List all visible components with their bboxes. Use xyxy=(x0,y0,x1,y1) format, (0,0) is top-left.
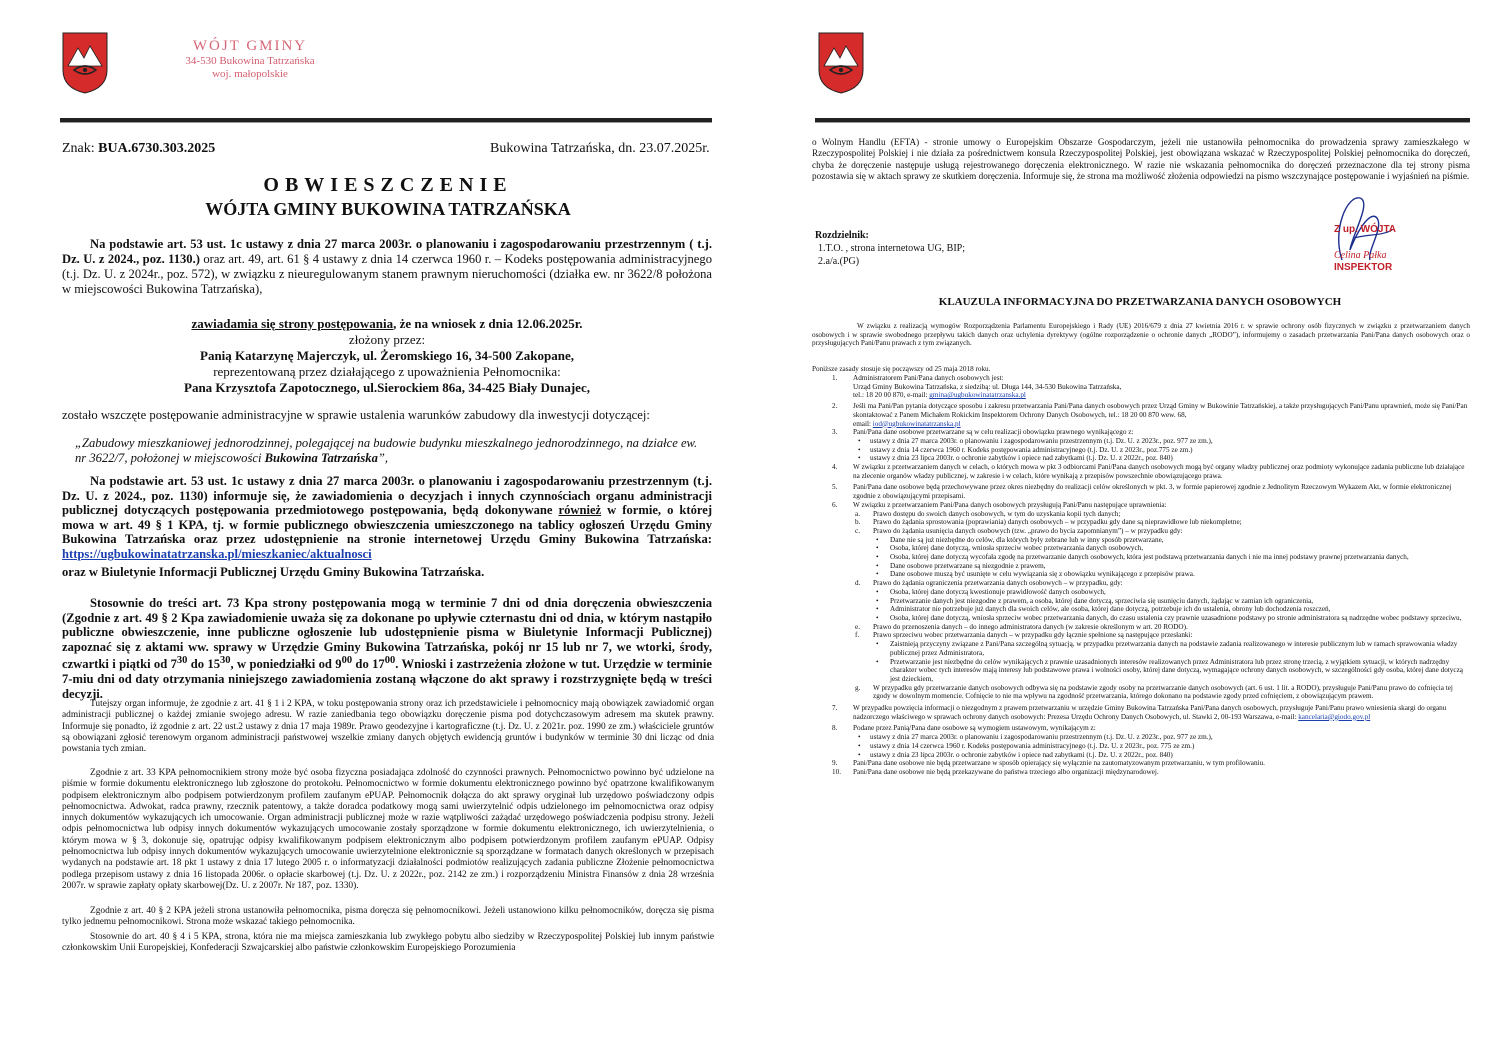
right-b-text: Prawo do żądania sprostowania (poprawiania) danych osobowych – w przypadku gdy dane są nieprawidłowe lub niekompletne; xyxy=(873,518,1242,527)
clause-item-1: 1. Administratorem Pani/Pana danych osobowych jest: xyxy=(832,374,1004,382)
uodo-email-link[interactable]: kancelaria@giodo.gov.pl xyxy=(1298,712,1371,721)
legal-basis-rest: oraz art. 49, art. 61 § 4 ustawy z dnia 14 czerwca 1960 r. – Kodeks postępowania administracyjnego (t.j. Dz. U. z 2024r., poz. 572), w związku z nieuregulowanym stanem prawnym nieruchomości (działka ew. nr 3622/8 położona w miejscowości Bukowina Tatrzańska), xyxy=(62,252,712,296)
iod-email-link[interactable]: iod@ugbukowinatatrzanska.pl xyxy=(872,419,961,428)
coat-of-arms-icon xyxy=(62,32,108,94)
clause-item-7: 7. W przypadku powzięcia informacji o niezgodnym z prawem przetwarzaniu w urzędzie Gminy Bukowina Tatrzańska Pani/Pana danych osobowych, przysługuje Pani/Panu prawo wniesienia skargi do organu nadzorczego właściwego w sprawach ochrony danych osobowych: Prezesa Urzędu Ochrony Danych Osobowych, ul. Stawki 2, 00-193 Warszawa, e-mail: kancelaria@giodo.gov.pl xyxy=(832,704,1447,721)
notification-form-paragraph xyxy=(62,474,712,562)
clause-item-8: 8. Podane przez Panią/Pana dane osobowe są wymogiem ustawowym, wynikającym z: xyxy=(832,724,1096,733)
right-c-case-3: • Osoba, której dane dotyczą wycofała zgodę na przetwarzanie danych osobowych, która jest podstawą przetwarzania danych i nie ma innej podstawy prawnej przetwarzania danych, xyxy=(810,553,1470,562)
clause-item-4-text: W związku z przetwarzaniem danych w celach, o których mowa w pkt 3 odbiorcami Pani/Pana danych osobowych mogą być organy władzy publicznej oraz podmioty wykonujące zadania publiczne lub działające na zlecenie organów władzy publicznej, w zakresie i w celach, które wynikają z przepisów powszechnie obowiązującego prawa. xyxy=(853,463,1465,480)
legal-basis-paragraph xyxy=(62,237,712,297)
proxy-delivery-notice xyxy=(62,906,714,929)
stamp-line-3: woj. małopolskie xyxy=(212,67,288,80)
clause-item-3-law-1: • ustawy z dnia 27 marca 2003r. o planowaniu i zagospodarowaniu przestrzennym (t.j. Dz. U. z 2023r., poz. 977 ze zm.), xyxy=(810,437,1470,446)
clause-item-1-address: Urząd Gminy Bukowina Tatrzańska, z siedzibą: ul. Długa 144, 34-530 Bukowina Tatrzańska, xyxy=(853,382,1122,391)
time-sup-4: 00 xyxy=(384,655,396,667)
right-c: c. Prawo do żądania usunięcia danych osobowych (tzw. „prawo do bycia zapomnianym”) – w przypadku gdy: xyxy=(855,526,1183,535)
clause-intro: W związku z realizacją wymogów Rozporządzenia Parlamentu Europejskiego i Rady (UE) 2016/679 z dnia 27 kwietnia 2016 r. w sprawie ochrony osób fizycznych w związku z przetwarzaniem danych osobowych i w sprawie swobodnego przepływu takich danych oraz uchylenia dyrektywy (ogólne rozporządzenie o ochronie danych „RODO”), informujemy o zasadach przetwarzania Pani/Pana danych osobowych oraz o przysługujących Pani/Panu prawach z tym związanych. xyxy=(812,322,1470,348)
clause-item-10-text: Pani/Pana dane osobowe nie będą przekazywane do państwa trzeciego albo organizacji międzynarodowej. xyxy=(853,767,1159,776)
clause-item-2: 2. Jeśli ma Pani/Pan pytania dotyczące sposobu i zakresu przetwarzania Pani/Pana danych osobowych przez Urząd Gminy w Bukowinie Tatrzańskiej, a także przysługujących Pani/Panu uprawnień, może się Pani/Pan skontaktować z Panem Michałem Rokickim Inspektorem Ochrony Danych Osobowych, tel.: 18 20 00 870 wew. 68, xyxy=(832,402,1468,419)
proxy-rules-text: Zgodnie z art. 33 KPA pełnomocnikiem strony może być osoba fizyczna posiadająca zdolność do czynności prawnych. Pełnomocnictwo powinno być udzielone na piśmie w formie dokumentu elektronicznego lub zgłoszone do protokołu. Pełnomocnictwo w formie dokumentu elektronicznego powinno być opatrzone kwalifikowanym podpisem elektronicznym albo podpisem potwierdzonym profilem zaufanym ePUAP. Pełnomocnik dołącza do akt sprawy oryginał lub urzędowo poświadczony odpis pełnomocnictwa. Adwokat, radca prawny, rzecznik patentowy, a także doradca podatkowy mogą sami uwierzytelnić odpis udzielonego im pełnomocnictwa oraz odpisy innych dokumentów wykazujących ich umocowanie. Organ administracji publicznej może w razie wątpliwości zażądać urzędowego poświadczenia podpisu strony. Jeżeli odpis pełnomocnictwa lub odpisy innych dokumentów wykazujących umocowanie zostały sporządzone w formie dokumentu elektronicznego, ich uwierzytelnienia, o którym mowa w § 3, dokonuje się, opatrując odpisy kwalifikowanym podpisem elektronicznym albo podpisem potwierdzonym profilem zaufanym ePUAP. Odpisy pełnomocnictwa lub odpisy innych dokumentów wykazujących umocowanie uwierzytelnione elektronicznie są sporządzane w formatach danych określonych w przepisach wydanych na podstawie art. 18 pkt 1 ustawy z dnia 17 lutego 2005 r. o informatyzacji działalności podmiotów realizujących zadania publiczne Złożenie pełnomocnictwa podlega przepisom ustawy z dnia 16 listopada 2006r. o opłacie skarbowej (t.j. Dz. U. z 2022r., poz. 2142 ze zm.) i rozporządzeniu Ministra Finansów z dnia 28 września 2007r. w sprawie zapłaty opłaty skarbowej(Dz. U. z 2007r. Nr 187, poz. 1330). xyxy=(62,768,714,891)
clause-effective-date: Poniższe zasady stosuje się począwszy od 25 maja 2018 roku. xyxy=(812,365,991,373)
right-d: d. Prawo do żądania ograniczenia przetwarzania danych osobowych – w przypadku, gdy: xyxy=(855,579,1123,588)
clause-item-5-text: Pani/Pana dane osobowe będą przechowywane przez okres niezbędny do realizacji celów określonych w pkt. 3, w formie papierowej zgodnie z Jednolitym Rzeczowym Wykazem Akt, w formie elektronicznej zgodnie z obowiązującymi przepisami. xyxy=(853,483,1452,501)
clause-item-8-law-1: • ustawy z dnia 27 marca 2003r. o planowaniu i zagospodarowaniu przestrzennym (t.j. Dz. U. z 2023r., poz. 977 ze zm.), xyxy=(810,733,1470,742)
notification-underlined: zawiadamia się strony postępowania xyxy=(191,316,394,331)
distribution-item-2: 2.a/a.(PG) xyxy=(818,256,860,267)
right-b: b. Prawo do żądania sprostowania (poprawiania) danych osobowych – w przypadku gdy dane są nieprawidłowe lub niekompletne; xyxy=(855,518,1242,527)
filed-by: złożony przez: xyxy=(348,332,426,347)
iod-email-label: email: xyxy=(853,419,873,428)
proxy: Pana Krzysztofa Zapotocznego, ul.Sierockiem 86a, 34-425 Biały Dunajec, xyxy=(184,380,590,395)
clause-item-8-text: Podane przez Panią/Pana dane osobowe są wymogiem ustawowym, wynikającym z: xyxy=(853,724,1096,733)
time-sup-3: 00 xyxy=(341,655,353,667)
right-d-case-1: • Osoba, której dane dotyczą kwestionuje prawidłowość danych osobowych, xyxy=(810,588,1470,597)
right-f: f. Prawo sprzeciwu wobec przetwarzania danych – w przypadku gdy łącznie spełnione są następujące przesłanki: xyxy=(855,631,1193,640)
address-change-notice xyxy=(62,699,714,755)
notification-rest: , że na wniosek z dnia 12.06.2025r. xyxy=(393,316,583,331)
access-text-a: Stosownie do treści art. 73 Kpa strony postępowania mogą w terminie 7 dni od dnia doręczenia obwieszczenia (Zgodnie z art. 49 § 2 Kpa zawiadomienie uważa się za dokonane po upływie czternastu dni od dnia, w którym nastąpiło publiczne obwieszczenie, inne publiczne ogłoszenie lub udostępnienie pisma w Biuletynie Informacji Publicznej) zapoznać się z aktami ww. sprawy w Urzędzie Gminy Bukowina Tatrzańska, pokój nr 15 lub nr 7, we wtorki, środy, czwartki i piątki od 7 xyxy=(62,596,712,672)
case-number-value: BUA.6730.303.2025 xyxy=(98,141,216,156)
right-g-text: W przypadku gdy przetwarzanie danych osobowych odbywa się na podstawie zgody osoby na przetwarzanie danych osobowych (art. 6 ust. 1 lit. a RODO), przysługuje Pani/Panu prawo do cofnięcia tej zgody w dowolnym momencie. Cofnięcie to nie ma wpływu na zgodność przetwarzania, którego dokonano na podstawie zgody przed cofnięciem, z obowiązującym prawem. xyxy=(873,683,1453,701)
clause-item-9: 9. Pani/Pana dane osobowe nie będą przetwarzane w sposób opierający się wyłącznie na zautomatyzowanym przetwarzaniu, w tym profilowaniu. xyxy=(832,759,1265,768)
time-sup-2: 30 xyxy=(220,655,231,667)
signature-line-1: Z up. WÓJTA xyxy=(1334,224,1397,235)
right-f-case-2: • Przetwarzanie jest niezbędne do celów wynikających z prawnie uzasadnionych interesów realizowanych przez Administratora lub przez stronę trzecią, z wyjątkiem sytuacji, w których nadrzędny charakter wobec tych interesów mają interesy lub podstawowe prawa i wolności osoby, której dane dotyczą, wymagające ochrony danych osobowych, w szczególności gdy osoba, której dane dotyczą jest dzieckiem, xyxy=(810,658,1470,684)
signature-line-3: INSPEKTOR xyxy=(1334,262,1393,273)
clause-list xyxy=(810,374,1470,777)
case-number-label: Znak: xyxy=(62,141,95,156)
clause-item-9-text: Pani/Pana dane osobowe nie będą przetwarzane w sposób opierający się wyłącznie na zautomatyzowanym przetwarzaniu, w tym profilowaniu. xyxy=(853,759,1265,768)
municipality-email-link[interactable]: gmina@ugbukowinatatrzanska.pl xyxy=(929,391,1026,400)
notification-form-text: Na podstawie art. 53 ust. 1c ustawy z dnia 27 marca 2003r. o planowaniu i zagospodarowaniu przestrzennym (t.j. Dz. U. z 2024., poz. 1130) informuje się, że zawiadomienia o decyzjach i innych czynnościach organu administracji publicznej dotyczących postępowania przedmiotowego postępowania, będą dokonywane xyxy=(62,474,712,518)
document-subtitle: WÓJTA GMINY BUKOWINA TATRZAŃSKA xyxy=(205,199,571,219)
right-c-case-4: • Dane osobowe przetwarzane są niezgodnie z prawem, xyxy=(810,562,1470,571)
access-text-e: . Wnioski i zastrzeżenia złożone w tut. Urzędzie w terminie 7-miu dni od daty otrzymania niniejszego zawiadomienia zostaną włączone do akt sprawy i rozstrzygnięte będą w treści decyzji. xyxy=(62,657,712,701)
clause-item-3-law-3: • ustawy z dnia 23 lipca 2003r. o ochronie zabytków i opiece nad zabytkami (t.j. Dz. U. z 2022r., poz. 840) xyxy=(810,454,1470,463)
clause-item-3-text: Pani/Pana dane osobowe przetwarzane są w celu realizacji obowiązku prawnego wynikającego z: xyxy=(853,428,1134,437)
proxy-delivery-text: Zgodnie z art. 40 § 2 KPA jeżeli strona ustanowiła pełnomocnika, pisma doręcza się pełnomocnikowi. Jeżeli ustanowiono kilku pełnomocników, doręcza się pisma tylko jednemu pełnomocnikowi. Strona może wskazać takiego pełnomocnika. xyxy=(62,906,714,928)
distribution-label: Rozdzielnik: xyxy=(815,230,869,241)
municipality-news-link[interactable]: https://ugbukowinatatrzanska.pl/mieszkaniec/aktualnosci xyxy=(62,546,372,561)
clause-item-2-text: Jeśli ma Pani/Pan pytania dotyczące sposobu i zakresu przetwarzania Pani/Pana danych osobowych przez Urząd Gminy w Bukowinie Tatrzańskiej, a także przysługujących Pani/Panu uprawnień, może się Pani/Pan skontaktować z Panem Michałem Rokickim Inspektorem Ochrony Danych Osobowych, tel.: 18 20 00 870 wew. 68, xyxy=(853,402,1468,419)
clause-item-3-law-2: • ustawy z dnia 14 czerwca 1960 r. Kodeks postępowania administracyjnego (t.j. Dz. U. z 2023r., poz.775 ze zm.) xyxy=(810,446,1470,455)
clause-item-1-text: Administratorem Pani/Pana danych osobowych jest: xyxy=(853,374,1004,382)
distribution-item-1: 1.T.O. , strona internetowa UG, BIP; xyxy=(818,243,966,254)
address-change-text: Tutejszy organ informuje, że zgodnie z art. 41 § 1 i 2 KPA, w toku postępowania strony oraz ich przedstawiciele i pełnomocnicy mają obowiązek zawiadomić organ administracji publicznej o każdej zmianie swojego adresu. W razie zaniedbania tego obowiązku doręczenie pisma pod dotychczasowym adresem ma skutek prawny. Informuje się ponadto, iż zgodnie z art. 22 ust.2 ustawy z dnia 17 maja 1989r. Prawo geodezyjne i kartograficzne (t.j. Dz. U. z 2021r. poz. 1990 ze zm.) właściciele gruntów są obowiązani zgłosić terenowym organom administracji państwowej wszelkie zmiany danych objętych ewidencją gruntów i budynków w terminie 30 dni licząc od dnia powstania tych zmian. xyxy=(62,699,714,755)
proceedings-initiated: zostało wszczęte postępowanie administracyjne w sprawie ustalenia warunków zabudowy dla inwestycji dotyczącej: xyxy=(62,408,650,422)
right-a-text: Prawo dostępu do swoich danych osobowych, w tym do uzyskania kopii tych danych; xyxy=(873,509,1121,518)
header-rule xyxy=(60,118,712,123)
office-stamp xyxy=(180,38,320,81)
header-rule-right xyxy=(815,118,1470,123)
notification-line xyxy=(62,316,712,332)
stamp-line-2: 34-530 Bukowina Tatrzańska xyxy=(185,55,315,68)
right-d-case-4: • Osoba, której dane dotyczą, wniosła sprzeciw wobec przetwarzania danych, do czasu ustalenia czy prawnie uzasadnione podstawy po stronie administratora są nadrzędne wobec podstawy sprzeciwu, xyxy=(810,614,1470,623)
applicant: Panią Katarzynę Majerczyk, ul. Żeromskiego 16, 34-500 Zakopane, xyxy=(200,348,574,363)
stamp-line-1: WÓJT GMINY xyxy=(192,38,308,54)
clause-item-6: 6. W związku z przetwarzaniem Pani/Pana danych osobowych przysługują Pani/Panu następujące uprawnienia: xyxy=(832,500,1167,509)
represented-by: reprezentowaną przez działającego z upoważnienia Pełnomocnika: xyxy=(213,364,561,379)
proxy-rules-notice xyxy=(62,768,714,892)
clause-item-2-email xyxy=(810,420,1470,429)
place-date: Bukowina Tatrzańska, dn. 23.07.2025r. xyxy=(490,141,710,156)
document-title: OBWIESZCZENIE xyxy=(263,174,513,196)
right-d-case-2: • Przetwarzanie danych jest niezgodne z prawem, a osoba, której dane dotyczą, sprzeciwia się usunięciu danych, żądając w zamian ich ograniczenia, xyxy=(810,597,1470,606)
clause-item-10: 10. Pani/Pana dane osobowe nie będą przekazywane do państwa trzeciego albo organizacji międzynarodowej. xyxy=(832,767,1159,776)
coat-of-arms-icon xyxy=(818,32,864,94)
case-number xyxy=(62,141,215,157)
foreign-party-notice xyxy=(62,932,714,955)
right-c-case-2: • Osoba, której dane dotyczą, wniosła sprzeciw wobec przetwarzania danych osobowych, xyxy=(810,544,1470,553)
clause-title: KLAUZULA INFORMACYJNA DO PRZETWARZANIA DANYCH OSOBOWYCH xyxy=(938,296,1342,308)
bip-line: oraz w Biuletynie Informacji Publicznej Urzędu Gminy Bukowina Tatrzańska. xyxy=(62,565,485,579)
right-c-case-1: • Dane nie są już niezbędne do celów, dla których były zebrane lub w inny sposób przetwarzane, xyxy=(810,536,1470,545)
foreign-party-text: Stosownie do art. 40 § 4 i 5 KPA, strona, która nie ma miejsca zamieszkania lub zwykłego pobytu albo siedziby w Rzeczypospolitej Polskiej lub innym państwie członkowskim Unii Europejskiej, Konfederacji Szwajcarskiej albo państwie członkowskim Europejskiego Porozumienia xyxy=(62,932,714,954)
right-f-case-1: • Zaistnieją przyczyny związane z Pani/Pana szczególną sytuacją, w przypadku przetwarzania danych na podstawie zadania realizowanego w interesie publicznym lub w ramach sprawowania władzy publicznej przez Administratora, xyxy=(810,640,1470,657)
right-d-text: Prawo do żądania ograniczenia przetwarzania danych osobowych – w przypadku, gdy: xyxy=(873,579,1123,588)
right-d-case-3: • Administrator nie potrzebuje już danych dla swoich celów, ale osoba, której dane dotyczą, potrzebuje ich do ustalenia, obrony lub dochodzenia roszczeń, xyxy=(810,605,1470,614)
investment-description xyxy=(75,436,700,466)
clause-item-8-law-3: • ustawy z dnia 23 lipca 2003r. o ochronie zabytków i opiece nad zabytkami (t.j. Dz. U. z 2022r., poz. 840) xyxy=(810,751,1470,760)
right-g: g. W przypadku gdy przetwarzanie danych osobowych odbywa się na podstawie zgody osoby na przetwarzanie danych osobowych (art. 6 ust. 1 lit. a RODO), przysługuje Pani/Panu prawo do cofnięcia tej zgody w dowolnym momencie. Cofnięcie to nie ma wpływu na zgodność przetwarzania, którego dokonano na podstawie zgody przed cofnięciem, z obowiązującym prawem. xyxy=(855,683,1453,701)
right-e: e. Prawo do przenoszenia danych – do innego administratora danych (w zakresie określonym w art. 20 RODO). xyxy=(855,622,1188,631)
right-c-text: Prawo do żądania usunięcia danych osobowych (tzw. „prawo do bycia zapomnianym”) – w przypadku gdy: xyxy=(873,526,1183,535)
investment-end: ”, xyxy=(377,451,389,465)
clause-item-5: 5. Pani/Pana dane osobowe będą przechowywane przez okres niezbędny do realizacji celów określonych w pkt. 3, w formie papierowej zgodnie z Jednolitym Rzeczowym Wykazem Akt, w formie elektronicznej zgodnie z obowiązującymi przepisami. xyxy=(832,483,1452,501)
signature-line-2: Celina Pałka xyxy=(1334,250,1387,261)
access-text-d: do 17 xyxy=(352,657,385,672)
time-sup-1: 30 xyxy=(176,655,188,667)
investment-place: Bukowina Tatrzańska xyxy=(264,451,378,465)
notification-form-text-2: w formie, o której mowa w art. 49 § 1 KPA, tj. w formie publicznego obwieszczenia umieszczonego na tablicy ogłoszeń Urzędu Gminy Bukowina Tatrzańska oraz przez udostępnienie na stronie internetowej Urzędu Gminy Bukowina Tatrzańska: xyxy=(62,503,713,547)
clause-item-6-text: W związku z przetwarzaniem Pani/Pana danych osobowych przysługują Pani/Panu następujące uprawnienia: xyxy=(853,500,1167,509)
notification-form-also: również xyxy=(558,503,602,518)
investment-text: „Zabudowy mieszkaniowej jednorodzinnej, polegającej na budowie budynku mieszkalnego jednorodzinnego, na działce ew. nr 3622/7, położonej w miejscowości xyxy=(75,436,698,465)
access-text-c: , w poniedziałki od 9 xyxy=(230,657,342,672)
right-f-text: Prawo sprzeciwu wobec przetwarzania danych – w przypadku gdy łącznie spełnione są następujące przesłanki: xyxy=(873,631,1193,640)
right-e-text: Prawo do przenoszenia danych – do innego administratora danych (w zakresie określonym w art. 20 RODO). xyxy=(873,622,1188,631)
legal-basis-bold: Na podstawie art. 53 ust. 1c ustawy z dnia 27 marca 2003r. o planowaniu i zagospodarowaniu przestrzennym ( t.j. Dz. U. z 2024., poz. 1130.) xyxy=(62,237,712,266)
clause-item-1-contact xyxy=(810,391,1470,400)
access-text-b: do 15 xyxy=(187,657,221,672)
foreign-party-continuation: o Wolnym Handlu (EFTA) - stronie umowy o Europejskim Obszarze Gospodarczym, jeżeli nie ustanowiła pełnomocnika do prowadzenia sprawy zamieszkałego w Rzeczypospolitej Polskiej i nie działa za pośrednictwem konsula Rzeczypospolitej Polskiej, jest obowiązana wskazać w Rzeczypospolitej Polskiej pełnomocnika do doręczeń, chyba że doręczenie następuje usługą rejestrowanego doręczenia elektronicznego. W razie nie wskazania pełnomocnika do doręczeń przeznaczone dla tej strony pisma pozostawia się w aktach sprawy ze skutkiem doręczenia. Informuje się, że strona ma możliwość złożenia odpowiedzi na pismo wszczynające postępowanie i wyjaśnień na piśmie. xyxy=(812,137,1470,181)
clause-item-8-law-2: • ustawy z dnia 14 czerwca 1960 r. Kodeks postępowania administracyjnego (t.j. Dz. U. z 2023r., poz. 775 ze zm.) xyxy=(810,742,1470,751)
clause-item-7-text: W przypadku powzięcia informacji o niezgodnym z prawem przetwarzaniu w urzędzie Gminy Bukowina Tatrzańska Pani/Pana danych osobowych, przysługuje Pani/Panu prawo wniesienia skargi do organu nadzorczego właściwego w sprawach ochrony danych osobowych: Prezesa Urzędu Ochrony Danych Osobowych, ul. Stawki 2, 00-193 Warszawa, e-mail: xyxy=(853,704,1447,721)
right-c-case-5: • Dane osobowe muszą być usunięte w celu wywiązania się z obowiązku wynikającego z przepisów prawa. xyxy=(810,570,1470,579)
access-to-files-paragraph xyxy=(62,596,712,701)
clause-item-3: 3. Pani/Pana dane osobowe przetwarzane są w celu realizacji obowiązku prawnego wynikającego z: xyxy=(832,428,1134,437)
right-a: a. Prawo dostępu do swoich danych osobowych, w tym do uzyskania kopii tych danych; xyxy=(855,509,1121,518)
clause-item-4: 4. W związku z przetwarzaniem danych w celach, o których mowa w pkt 3 odbiorcami Pani/Pana danych osobowych mogą być organy władzy publicznej oraz podmioty wykonujące zadania publiczne lub działające na zlecenie organów władzy publicznej, w zakresie i w celach, które wynikają z przepisów powszechnie obowiązującego prawa. xyxy=(832,463,1465,480)
contact-phone: tel.: 18 20 00 870, e-mail: xyxy=(853,391,930,400)
